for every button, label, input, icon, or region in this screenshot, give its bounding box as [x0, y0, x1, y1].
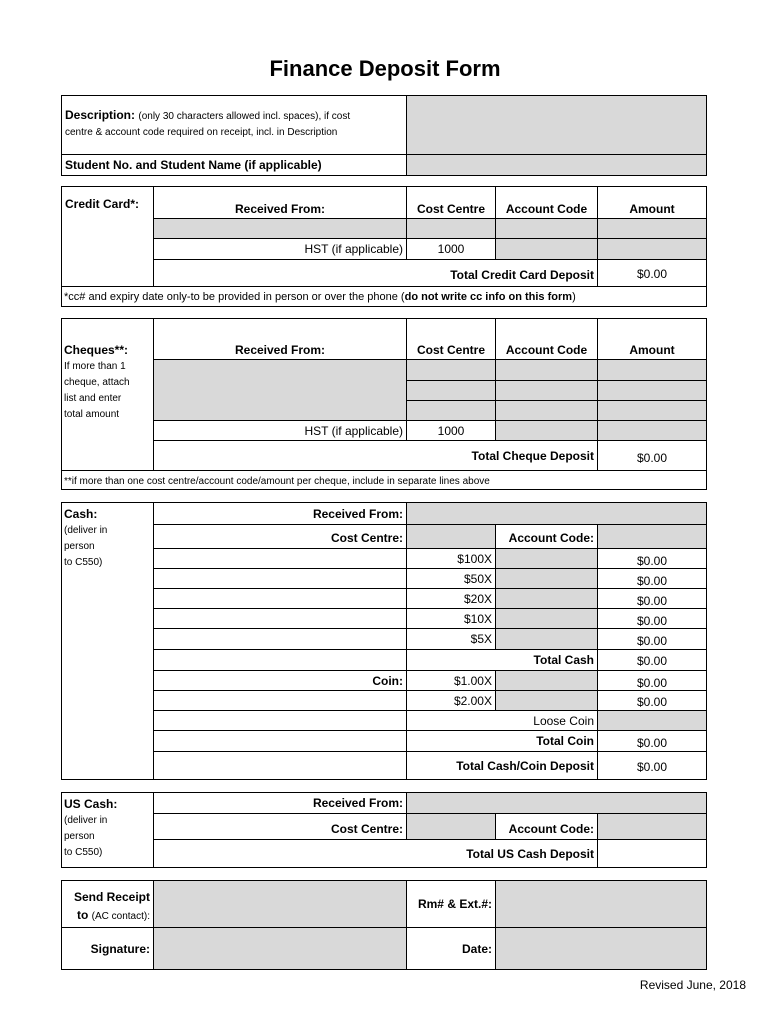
send-receipt-to-line	[62, 906, 150, 926]
us-cash-account-code-label: Account Code:	[496, 813, 598, 839]
us-cash-cost-centre-label: Cost Centre:	[154, 813, 407, 839]
send-receipt-field[interactable]	[154, 881, 407, 927]
cc-hst-label: HST (if applicable)	[154, 238, 407, 259]
cash-account-code-label: Account Code:	[496, 524, 598, 548]
chq-hst-account-code-field[interactable]	[496, 420, 598, 440]
chq-footnote: **if more than one cost centre/account code/amount per cheque, include in separate lines above	[62, 470, 706, 489]
date-label: Date:	[407, 927, 496, 969]
cheques-label: Cheques**:	[64, 343, 129, 357]
cash-total-value: $0.00	[598, 649, 706, 670]
cash-label-cell	[62, 503, 154, 779]
cc-received-field[interactable]	[154, 218, 407, 238]
cash-loose-coin-label: Loose Coin	[407, 710, 598, 730]
us-cash-total-label: Total US Cash Deposit	[407, 839, 598, 867]
cash-bill-count-field[interactable]	[496, 628, 598, 649]
cash-bill-count-field[interactable]	[496, 548, 598, 568]
cash-coin-blank	[154, 690, 407, 710]
student-field[interactable]	[407, 154, 706, 175]
description-field[interactable]	[407, 96, 706, 154]
cash-bill-blank	[154, 588, 407, 608]
cash-bill-blank	[154, 628, 407, 649]
cash-bill-amount: $0.00	[598, 608, 706, 628]
cheques-label-cell	[62, 319, 154, 470]
cash-bill-count-field[interactable]	[496, 568, 598, 588]
us-cash-received-label: Received From:	[154, 793, 407, 813]
cash-bill-amount: $0.00	[598, 628, 706, 649]
cash-coin-count-field[interactable]	[496, 670, 598, 690]
signature-label: Signature:	[62, 927, 154, 969]
cash-coin-label: Coin:	[154, 670, 407, 690]
chq-amount-field[interactable]	[598, 400, 706, 420]
cash-deposit-blank	[154, 751, 407, 779]
cash-cost-centre-field[interactable]	[407, 524, 496, 548]
description-note-1: (only 30 characters allowed incl. spaces), if cost	[138, 111, 351, 122]
cash-bill-count-field[interactable]	[496, 588, 598, 608]
cheques-note	[64, 359, 130, 423]
chq-total-value: $0.00	[598, 440, 706, 470]
cash-bill-blank	[154, 568, 407, 588]
chq-total-blank	[154, 440, 407, 470]
cash-total-coin-label: Total Coin	[407, 730, 598, 751]
us-cash-total-field[interactable]	[598, 839, 706, 867]
description-section	[61, 95, 707, 176]
cash-coin-amount: $0.00	[598, 670, 706, 690]
cash-coin-amount: $0.00	[598, 690, 706, 710]
send-receipt-to-note: (AC contact):	[91, 911, 150, 922]
page-title: Finance Deposit Form	[269, 56, 501, 81]
cheques-note-line: total amount	[64, 409, 120, 420]
cash-coin-count-field[interactable]	[496, 690, 598, 710]
chq-account-code-field[interactable]	[496, 360, 598, 380]
cc-footnote	[62, 286, 706, 306]
description-note-2: centre & account code required on receipt, incl. in Description	[65, 127, 338, 138]
cash-bill-count-field[interactable]	[496, 608, 598, 628]
cash-bill-label: $50X	[407, 568, 496, 588]
cash-bill-amount: $0.00	[598, 548, 706, 568]
us-cash-note-line: to C550)	[64, 847, 103, 858]
cash-bill-amount: $0.00	[598, 568, 706, 588]
cash-bill-blank	[154, 608, 407, 628]
us-cash-label: US Cash:	[64, 797, 118, 811]
description-label: Description:	[65, 108, 136, 122]
cash-cost-centre-label: Cost Centre:	[154, 524, 407, 548]
cc-footnote-suffix: )	[572, 291, 576, 303]
cash-received-label: Received From:	[154, 503, 407, 524]
send-receipt-to: to	[76, 908, 89, 922]
cc-footnote-prefix: *cc# and expiry date only-to be provided in person or over the phone (	[64, 291, 405, 303]
cheques-section	[61, 318, 707, 490]
cc-header-account-code: Account Code	[496, 187, 598, 218]
student-label: Student No. and Student Name (if applicable)	[62, 154, 407, 175]
date-field[interactable]	[496, 927, 706, 969]
cash-bill-label: $5X	[407, 628, 496, 649]
cc-hst-amount-field[interactable]	[598, 238, 706, 259]
cash-loose-blank	[154, 710, 407, 730]
cc-header-received: Received From:	[154, 187, 407, 218]
cash-loose-coin-field[interactable]	[598, 710, 706, 730]
chq-hst-label: HST (if applicable)	[154, 420, 407, 440]
cc-total-blank	[154, 259, 407, 286]
chq-hst-amount-field[interactable]	[598, 420, 706, 440]
us-cash-account-code-field[interactable]	[598, 813, 706, 839]
cc-header-cost-centre: Cost Centre	[407, 187, 496, 218]
cash-note	[64, 523, 107, 571]
cc-total-value: $0.00	[598, 259, 706, 286]
cc-footnote-bold: do not write cc info on this form	[404, 291, 573, 303]
cash-total-coin-value: $0.00	[598, 730, 706, 751]
credit-card-label: Credit Card*:	[62, 187, 154, 286]
us-cash-note-line: (deliver in	[64, 815, 108, 826]
cc-hst-cost-centre: 1000	[407, 238, 496, 259]
cash-total-label: Total Cash	[407, 649, 598, 670]
us-cash-section	[61, 792, 707, 868]
chq-cost-centre-field[interactable]	[407, 400, 496, 420]
cheques-note-line: cheque, attach	[64, 377, 130, 388]
chq-header-received: Received From:	[154, 319, 407, 360]
cash-total-deposit-label: Total Cash/Coin Deposit	[407, 751, 598, 779]
send-receipt-label-cell	[62, 881, 154, 927]
cc-amount-field[interactable]	[598, 218, 706, 238]
chq-account-code-field[interactable]	[496, 380, 598, 400]
chq-header-amount: Amount	[598, 319, 706, 360]
cash-bill-label: $10X	[407, 608, 496, 628]
send-receipt-label: Send Receipt	[73, 890, 150, 904]
cash-received-field[interactable]	[407, 503, 706, 524]
cc-account-code-field[interactable]	[496, 218, 598, 238]
cc-cost-centre-field[interactable]	[407, 218, 496, 238]
cash-total-deposit-value: $0.00	[598, 751, 706, 779]
rm-ext-label: Rm# & Ext.#:	[407, 881, 496, 927]
cash-bill-label: $20X	[407, 588, 496, 608]
cash-bill-amount: $0.00	[598, 588, 706, 608]
cheques-note-line: list and enter	[64, 393, 122, 404]
chq-cost-centre-field[interactable]	[407, 380, 496, 400]
cash-bill-label: $100X	[407, 548, 496, 568]
us-cash-total-blank	[154, 839, 407, 867]
chq-cost-centre-field[interactable]	[407, 360, 496, 380]
chq-hst-cost-centre: 1000	[407, 420, 496, 440]
us-cash-cost-centre-field[interactable]	[407, 813, 496, 839]
cash-section	[61, 502, 707, 780]
description-label-cell	[62, 96, 407, 154]
cash-coin-denomination: $1.00X	[407, 670, 496, 690]
chq-total-label: Total Cheque Deposit	[407, 440, 598, 470]
credit-card-section	[61, 186, 707, 307]
cash-note-line: to C550)	[64, 557, 103, 568]
chq-header-cost-centre: Cost Centre	[407, 319, 496, 360]
cash-coin-denomination: $2.00X	[407, 690, 496, 710]
chq-header-account-code: Account Code	[496, 319, 598, 360]
us-cash-note	[64, 813, 107, 861]
cash-note-line: (deliver in	[64, 525, 108, 536]
cc-header-amount: Amount	[629, 202, 675, 216]
cc-hst-account-code-field[interactable]	[496, 238, 598, 259]
cash-bill-blank	[154, 548, 407, 568]
cc-total-label: Total Credit Card Deposit	[407, 259, 598, 286]
chq-amount-field[interactable]	[598, 360, 706, 380]
us-cash-note-line: person	[64, 831, 95, 842]
cash-label: Cash:	[64, 507, 98, 521]
us-cash-received-field[interactable]	[407, 793, 706, 813]
cheques-note-line: If more than 1	[64, 361, 126, 372]
cash-total-coin-blank	[154, 730, 407, 751]
cash-total-blank	[154, 649, 407, 670]
chq-amount-field[interactable]	[598, 380, 706, 400]
revision-note: Revised June, 2018	[639, 978, 746, 992]
rm-ext-field[interactable]	[496, 881, 706, 927]
chq-received-field[interactable]	[154, 360, 407, 420]
us-cash-label-cell	[62, 793, 154, 867]
chq-account-code-field[interactable]	[496, 400, 598, 420]
receipt-section	[61, 880, 707, 970]
cash-account-code-field[interactable]	[598, 524, 706, 548]
cash-note-line: person	[64, 541, 95, 552]
signature-field[interactable]	[154, 927, 407, 969]
